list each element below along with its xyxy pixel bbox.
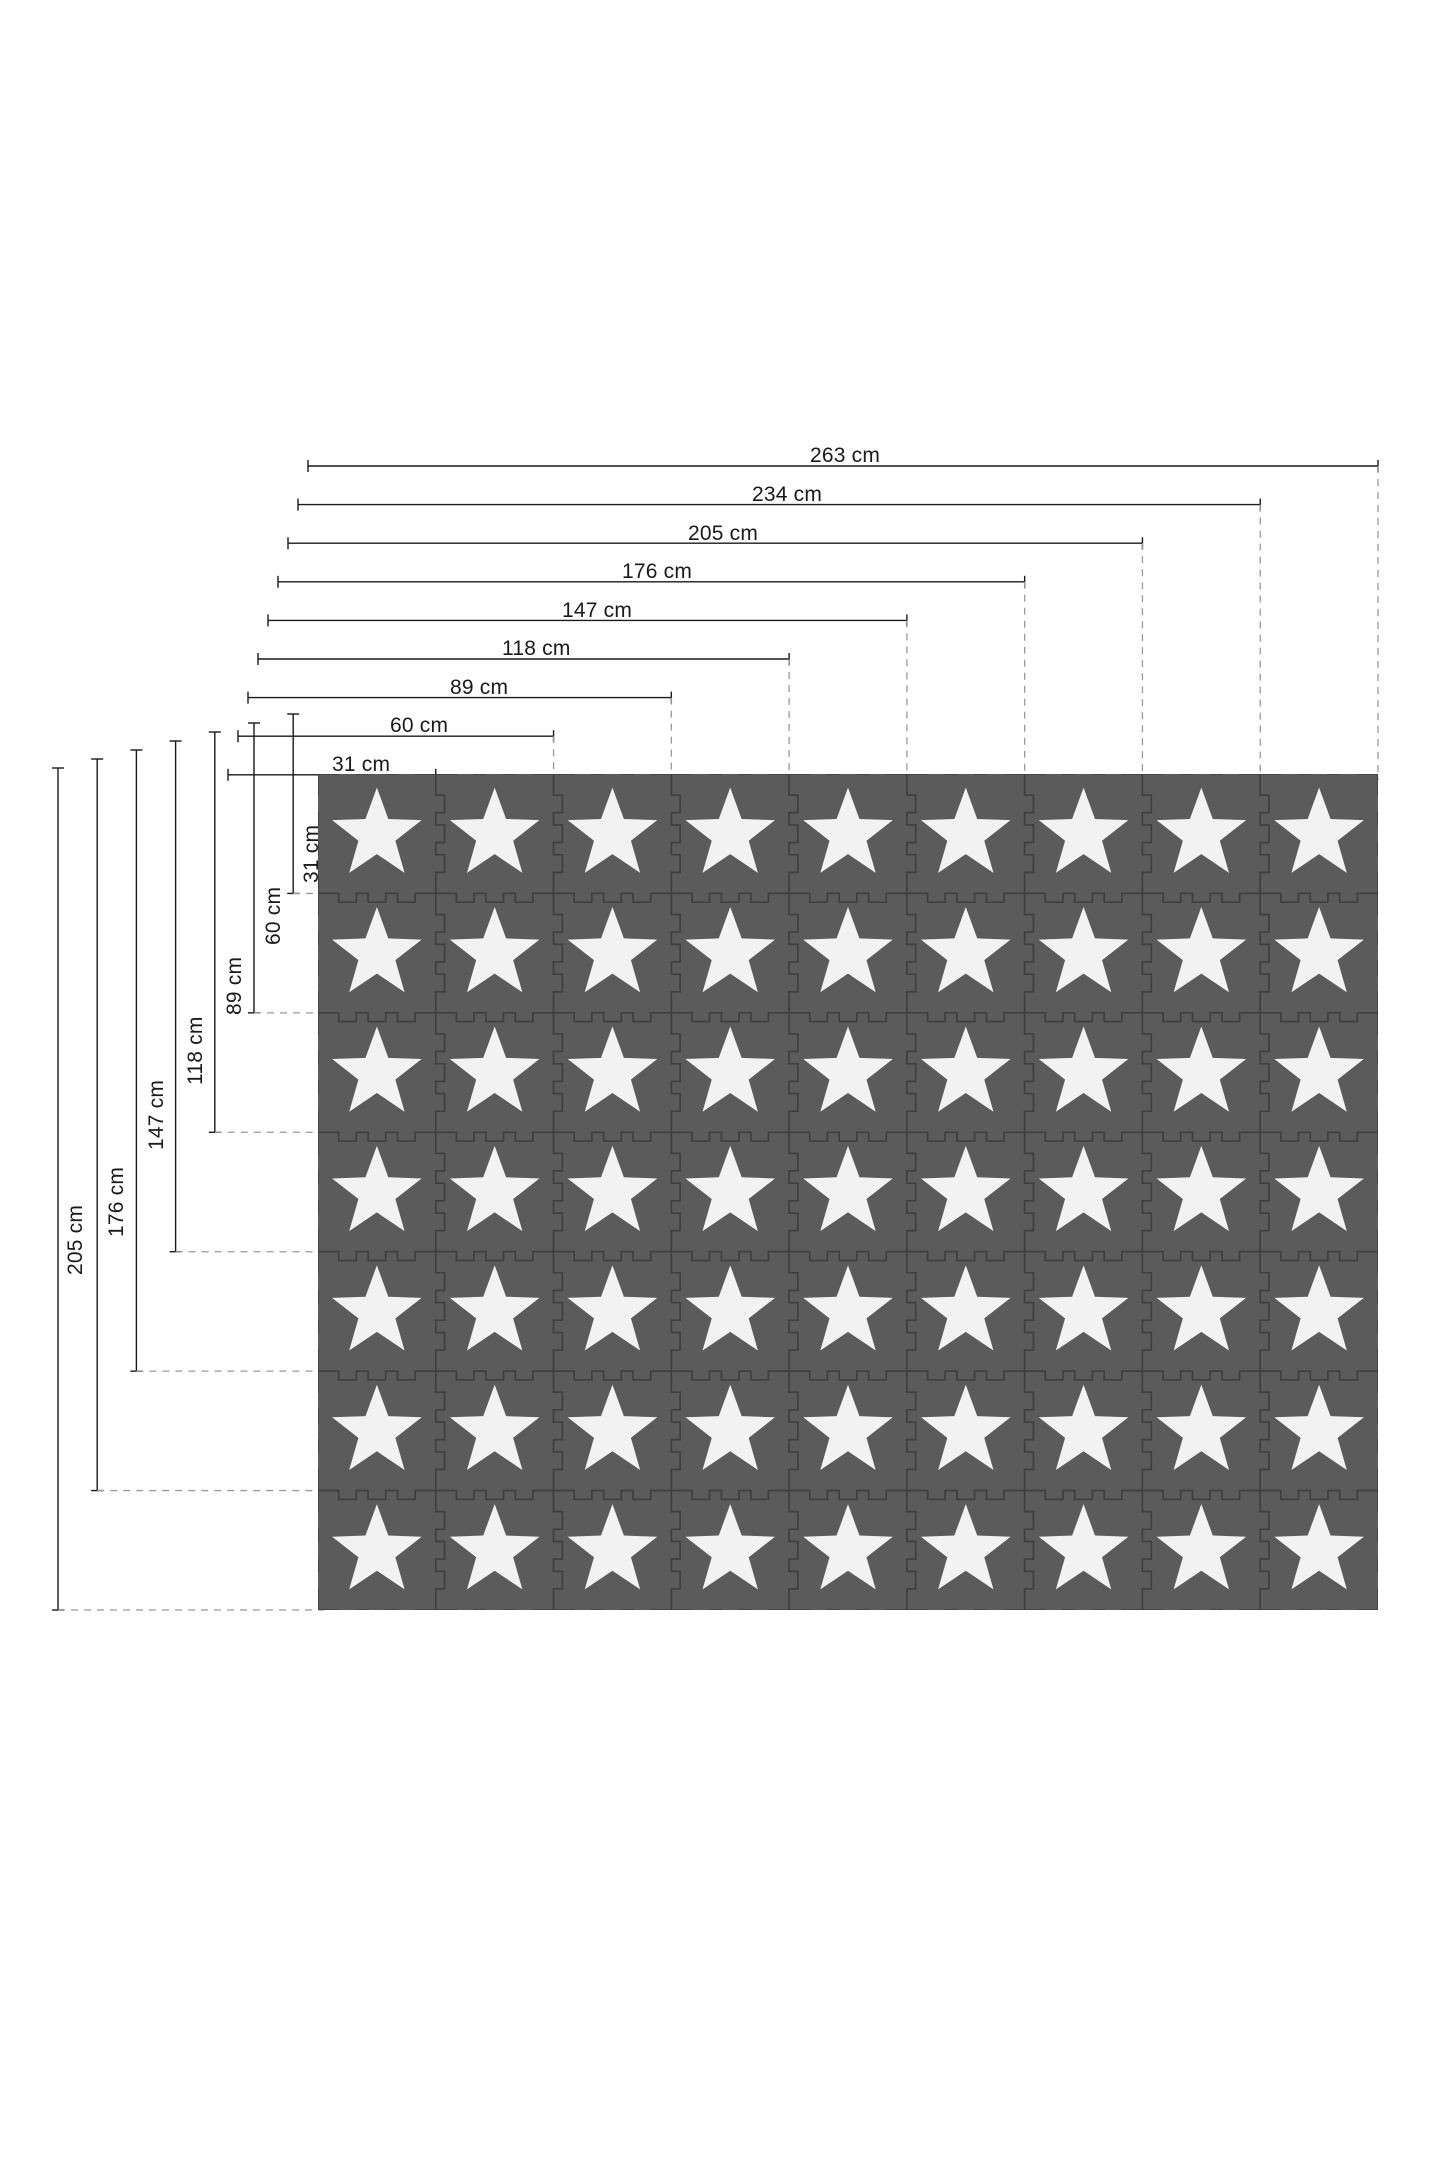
mat-tile [436,1371,563,1499]
mat-tile [436,774,563,902]
mat-tile [907,1491,1034,1610]
mat-tile [907,893,1034,1021]
mat-tile [554,1371,681,1499]
h-dim-label-234: 234 cm [752,483,823,506]
mat-tile [318,1252,445,1380]
mat-tile [1025,893,1152,1021]
mat-tile [1260,1013,1378,1141]
mat-tile [318,1132,445,1260]
mat-tile [554,1491,681,1610]
mat-tile [1260,1371,1378,1499]
mat-tile [671,1491,798,1610]
mat-tile [1260,1132,1378,1260]
mat-tile [318,1491,445,1610]
v-dim-label-118: 118 cm [184,1016,207,1085]
mat-tile [554,893,681,1021]
v-dim-label-89: 89 cm [223,956,246,1015]
mat-tile [1025,1371,1152,1499]
h-dim-label-176: 176 cm [622,560,693,583]
h-dim-label-31: 31 cm [332,753,391,776]
mat-tile [1260,774,1378,902]
mat-svg [318,774,1378,1610]
mat-tile [789,1252,916,1380]
mat-tile [907,1252,1034,1380]
mat-tile [1025,1491,1152,1610]
v-dim-label-31: 31 cm [300,824,323,883]
v-dim-label-205: 205 cm [64,1204,87,1275]
mat-tile [1025,1252,1152,1380]
mat-tile [1142,774,1269,902]
mat-tile [671,1252,798,1380]
mat-tile [789,1371,916,1499]
mat-tile [436,1252,563,1380]
v-dim-label-147: 147 cm [145,1079,168,1150]
h-dim-label-118: 118 cm [502,637,571,660]
mat-tile [318,774,445,902]
mat-tile [1142,1252,1269,1380]
mat-tile [789,1013,916,1141]
mat-tile [554,1132,681,1260]
mat-tile [789,1132,916,1260]
mat-tile [436,1013,563,1141]
mat-tile [671,774,798,902]
mat-tile [671,893,798,1021]
mat-tile [789,1491,916,1610]
mat-tile [907,774,1034,902]
v-dim-label-176: 176 cm [105,1166,128,1237]
mat-tile [907,1013,1034,1141]
mat-tile [1142,1371,1269,1499]
mat-tile [436,893,563,1021]
mat-tile [671,1013,798,1141]
mat-tile [318,1013,445,1141]
mat-tile [907,1371,1034,1499]
mat-tile [554,774,681,902]
mat-tile [789,893,916,1021]
mat-tile [1025,1013,1152,1141]
mat-tile [1260,1252,1378,1380]
v-dim-label-60: 60 cm [262,886,285,945]
mat-tile [1142,1491,1269,1610]
h-dim-label-205: 205 cm [688,522,759,545]
h-dim-label-147: 147 cm [562,599,633,622]
mat-tile [436,1491,563,1610]
mat-tile [907,1132,1034,1260]
mat-tile [1025,774,1152,902]
mat-tile [318,893,445,1021]
mat-tile [1142,1132,1269,1260]
h-dim-label-60: 60 cm [390,714,449,737]
mat-tile [554,1252,681,1380]
mat-tile [1142,893,1269,1021]
mat-tile [318,1371,445,1499]
mat-tile [436,1132,563,1260]
mat-tile [789,774,916,902]
mat-tile [1025,1132,1152,1260]
h-dim-label-263: 263 cm [810,444,881,467]
h-dim-label-89: 89 cm [450,676,509,699]
play-mat-graphic [318,774,1378,1610]
mat-tile [1260,1491,1378,1610]
mat-tile [671,1132,798,1260]
mat-tile [671,1371,798,1499]
mat-tile [554,1013,681,1141]
mat-tile [1142,1013,1269,1141]
mat-tile [1260,893,1378,1021]
